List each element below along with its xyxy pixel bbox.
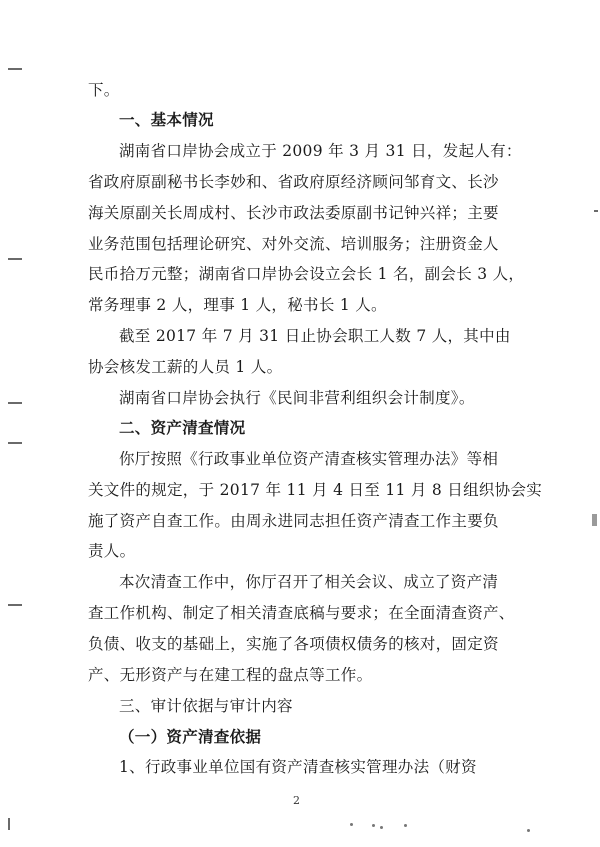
paragraph-line: 施了资产自查工作。由周永进同志担任资产清查工作主要负 (88, 512, 499, 530)
paragraph-line: 1、行政事业单位国有资产清查核实管理办法（财资 (119, 758, 477, 776)
paragraph-line: 负债、收支的基础上，实施了各项债权债务的核对，固定资 (88, 635, 499, 653)
subsection-heading-asset-basis: （一）资产清查依据 (119, 728, 262, 746)
paragraph-line: 业务范围包括理论研究、对外交流、培训服务；注册资金人 (88, 235, 499, 253)
paragraph-line: 你厅按照《行政事业单位资产清查核实管理办法》等相 (119, 450, 499, 468)
binding-mark (8, 604, 22, 606)
paragraph-line: 产、无形资产与在建工程的盘点等工作。 (88, 666, 373, 684)
binding-mark (8, 68, 22, 70)
binding-mark (8, 442, 22, 444)
paragraph-line: 本次清查工作中，你厅召开了相关会议、成立了资产清 (119, 573, 499, 591)
paragraph-line: 湖南省口岸协会执行《民间非营利组织会计制度》。 (119, 389, 475, 407)
binding-mark (8, 818, 10, 830)
binding-mark (8, 258, 22, 260)
paragraph-line: 查工作机构、制定了相关清查底稿与要求；在全面清查资产、 (88, 604, 515, 622)
scan-mark (594, 210, 598, 212)
scan-mark (592, 514, 597, 526)
paragraph-line: 湖南省口岸协会成立于 2009 年 3 月 31 日，发起人有： (119, 142, 522, 160)
scan-speckle (350, 823, 353, 826)
section-heading-basic-info: 一、基本情况 (119, 111, 214, 129)
paragraph-line: 协会核发工薪的人员 1 人。 (88, 358, 283, 376)
binding-mark (8, 402, 22, 404)
scan-speckle (404, 824, 407, 827)
paragraph-line: 常务理事 2 人，理事 1 人，秘书长 1 人。 (88, 296, 387, 314)
paragraph-line: 民币拾万元整；湖南省口岸协会设立会长 1 名，副会长 3 人， (88, 265, 525, 283)
paragraph-line: 截至 2017 年 7 月 31 日止协会职工人数 7 人，其中由 (119, 327, 511, 345)
section-heading-audit-basis: 三、审计依据与审计内容 (119, 697, 293, 715)
paragraph-line: 责人。 (88, 542, 136, 560)
page-number: 2 (293, 794, 300, 807)
scan-speckle (527, 829, 530, 832)
paragraph-line: 省政府原副秘书长李妙和、省政府原经济顾问邹育文、长沙 (88, 173, 499, 191)
paragraph-line: 关文件的规定，于 2017 年 11 月 4 日至 11 月 8 日组织协会实 (88, 481, 543, 499)
paragraph-line: 海关原副关长周成村、长沙市政法委原副书记钟兴祥；主要 (88, 204, 499, 222)
scan-speckle (372, 824, 375, 827)
text-line-continuation: 下。 (88, 81, 120, 99)
scan-speckle (380, 826, 383, 829)
section-heading-asset-audit: 二、资产清查情况 (119, 419, 246, 437)
